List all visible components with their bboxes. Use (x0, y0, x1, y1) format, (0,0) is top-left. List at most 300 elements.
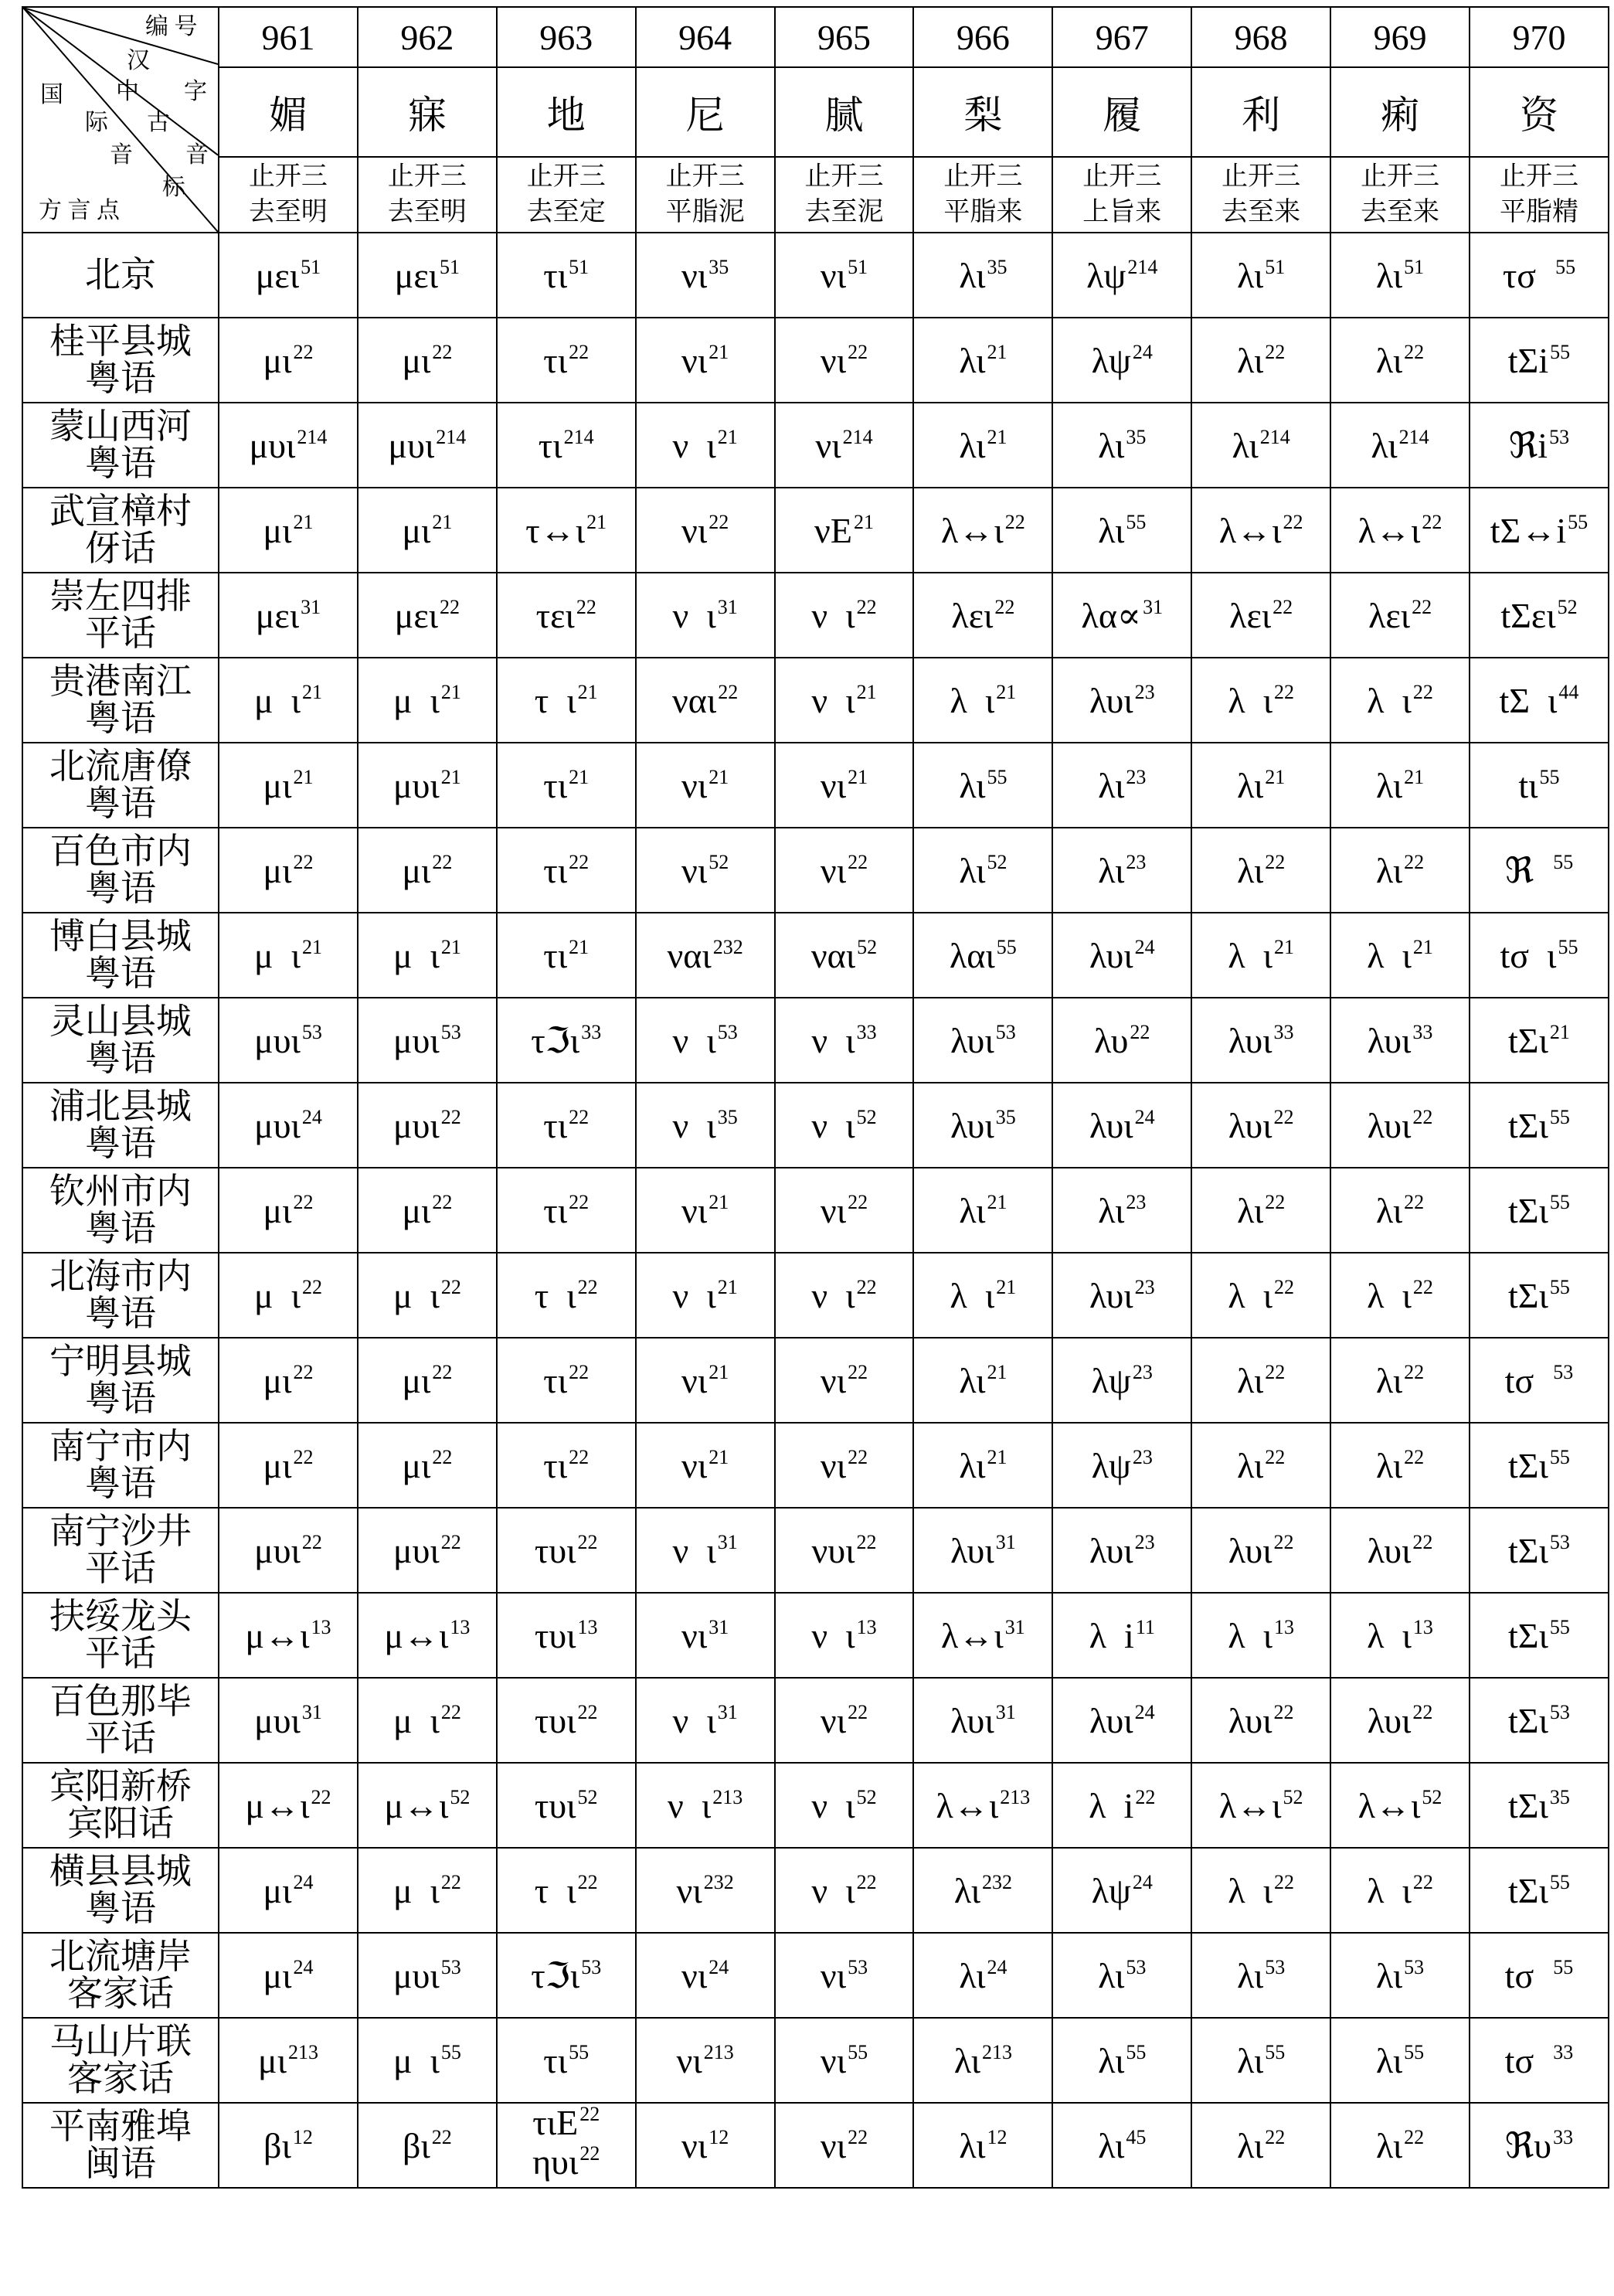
reading (1508, 1616, 1570, 1655)
reading-tone: 35 (717, 1105, 738, 1128)
reading (1508, 1021, 1570, 1060)
dialect-group: 粤语 (85, 1124, 156, 1163)
reading (393, 1106, 461, 1145)
pronunciation-cell (497, 1338, 636, 1423)
pronunciation-cell (219, 403, 358, 488)
reading-tone: 55 (1539, 765, 1560, 788)
reading (498, 2142, 635, 2185)
pronunciation-cell (636, 1253, 775, 1338)
pronunciation-cell (1191, 2103, 1330, 2188)
reading-base: ν ι (672, 1105, 716, 1145)
table-row (22, 1933, 1609, 2018)
pronunciation-cell (1470, 403, 1609, 488)
pronunciation-cell (1052, 1593, 1191, 1678)
reading-base: tσ (1504, 1955, 1552, 1995)
reading-tone: 52 (856, 1105, 877, 1128)
table-row (22, 913, 1609, 998)
reading (811, 1276, 876, 1315)
dialect-location (22, 1933, 219, 2018)
pronunciation-cell (775, 1423, 914, 1508)
reading (950, 1106, 1016, 1145)
reading-tone: 13 (1274, 1615, 1295, 1638)
col-character: 寐 (358, 67, 497, 157)
location-name: 蒙山西河 (49, 406, 192, 446)
label-biao: 标 (162, 175, 185, 200)
reading (1086, 256, 1157, 295)
reading (681, 256, 729, 295)
reading-base: λι (953, 2040, 980, 2080)
reading (254, 1531, 322, 1570)
col-character: 梨 (913, 67, 1052, 157)
reading-tone: 52 (856, 1785, 877, 1808)
pronunciation-cell (497, 1848, 636, 1933)
reading-tone: 22 (293, 340, 314, 363)
reading-base: μει (394, 255, 439, 295)
reading-tone: 31 (717, 1700, 738, 1723)
reading-tone: 21 (717, 425, 738, 448)
label-yin2: 音 (185, 142, 209, 168)
reading (245, 1786, 331, 1825)
reading (1098, 2126, 1146, 2165)
pronunciation-cell (1052, 1508, 1191, 1593)
pronunciation-cell (1191, 1253, 1330, 1338)
reading (950, 1276, 1017, 1315)
reading-base: λι (1237, 1190, 1264, 1230)
reading (388, 426, 466, 465)
pronunciation-cell (497, 1168, 636, 1253)
reading (681, 1446, 729, 1485)
reading (256, 256, 321, 295)
reading (821, 1191, 868, 1230)
reading-base: tΣi (1507, 340, 1549, 380)
pronunciation-cell (1330, 2103, 1470, 2188)
reading (681, 511, 729, 550)
pronunciation-cell (1330, 2018, 1470, 2103)
pronunciation-cell (636, 1848, 775, 1933)
reading (263, 1446, 313, 1485)
reading-tone: 31 (1143, 596, 1164, 618)
reading-tone: 213 (703, 2040, 734, 2063)
reading-base: μ ι (253, 935, 301, 975)
reading-base: λ ι (1228, 1615, 1273, 1655)
reading-base: λι (1376, 1955, 1403, 1995)
reading-base: μυι (254, 1530, 301, 1570)
mc-line2: 去至来 (1222, 198, 1301, 226)
reading-base: μι (263, 510, 292, 550)
reading-tone: 214 (1398, 425, 1429, 448)
reading-tone: 22 (1273, 595, 1293, 618)
dialect-group: 粤语 (85, 699, 156, 738)
reading-tone: 213 (981, 2040, 1012, 2063)
reading-tone: 52 (577, 1785, 598, 1808)
dialect-location (22, 1678, 219, 1763)
reading-base: μ ι (253, 1275, 301, 1315)
pronunciation-cell (1470, 1508, 1609, 1593)
reading (393, 1871, 461, 1910)
reading-tone: 51 (440, 255, 460, 278)
pronunciation-cell (775, 658, 914, 743)
reading-tone: 22 (577, 1700, 598, 1723)
reading-base: ν ι (672, 1020, 716, 1060)
reading-base: λ ι (1367, 680, 1412, 720)
reading-tone: 22 (293, 1360, 314, 1383)
pronunciation-cell (358, 658, 497, 743)
reading-tone: 22 (432, 340, 453, 363)
reading (1368, 596, 1432, 635)
pronunciation-cell (219, 318, 358, 403)
pronunciation-cell (1052, 1763, 1191, 1848)
pronunciation-cell (497, 1763, 636, 1848)
col-character: 痢 (1330, 67, 1470, 157)
pronunciation-cell (1470, 1848, 1609, 1933)
reading-base: λι (1376, 2040, 1403, 2080)
reading-base: μι (263, 1445, 292, 1485)
pronunciation-cell (636, 1508, 775, 1593)
reading-base: tι (1518, 765, 1538, 805)
pronunciation-cell (636, 743, 775, 828)
pronunciation-cell (219, 828, 358, 913)
location-name: 北流塘岸 (49, 1937, 192, 1976)
reading-tone: 53 (1553, 1360, 1574, 1383)
reading-base: νι (820, 1955, 847, 1995)
reading-base: μι (402, 340, 431, 380)
location-name: 桂平县城 (49, 321, 192, 361)
reading-tone: 22 (1404, 340, 1425, 363)
pronunciation-cell (775, 1593, 914, 1678)
reading (263, 1191, 313, 1230)
reading (543, 341, 589, 380)
reading (402, 1191, 452, 1230)
reading-base: λι (1237, 850, 1264, 890)
reading (393, 1021, 461, 1060)
reading-tone: 24 (987, 1955, 1007, 1978)
reading-base: ν ι (811, 1020, 855, 1060)
pronunciation-cell (1470, 1168, 1609, 1253)
reading-base: νι (681, 765, 708, 805)
reading-base: τ ι (534, 1275, 576, 1315)
reading-tone: 21 (987, 1190, 1007, 1213)
reading-tone: 214 (563, 425, 594, 448)
reading-tone: 22 (440, 1275, 461, 1298)
reading-tone: 22 (293, 850, 314, 873)
col-number: 963 (497, 7, 636, 67)
table-row (22, 1763, 1609, 1848)
reading (959, 766, 1007, 805)
dialect-group: 客家话 (67, 1974, 174, 2013)
pronunciation-cell (1191, 913, 1330, 998)
reading-base: λαι (950, 935, 995, 975)
reading-tone: 214 (1259, 425, 1290, 448)
reading-base: νι (681, 510, 708, 550)
pronunciation-cell (497, 403, 636, 488)
label-fangyandian: 方 言 点 (39, 198, 120, 223)
reading-base: μ ι (253, 680, 301, 720)
reading (1367, 1871, 1433, 1910)
reading (1237, 256, 1285, 295)
pronunciation-cell (358, 573, 497, 658)
pronunciation-cell (1330, 1423, 1470, 1508)
pronunciation-cell (219, 1508, 358, 1593)
reading-base: μυι (392, 1955, 440, 1995)
reading-tone: 21 (708, 1445, 729, 1468)
reading-tone: 24 (1134, 1700, 1155, 1723)
reading (959, 1956, 1007, 1995)
reading (1089, 1786, 1155, 1825)
reading (950, 681, 1017, 720)
pronunciation-cell (636, 1933, 775, 2018)
reading (811, 936, 877, 975)
reading-base: μ ι (392, 1700, 440, 1740)
reading-tone: 21 (848, 765, 868, 788)
reading-base: νι (820, 2125, 847, 2165)
pronunciation-cell (219, 913, 358, 998)
reading-tone: 53 (1549, 426, 1570, 448)
reading-tone: 21 (987, 425, 1007, 448)
dialect-group: 粤语 (85, 784, 156, 823)
pronunciation-cell (1330, 233, 1470, 318)
reading-tone: 22 (1404, 1445, 1425, 1468)
reading (959, 1446, 1007, 1485)
reading (1508, 1276, 1570, 1315)
pronunciation-cell (1330, 1168, 1470, 1253)
reading-tone: 22 (1404, 2125, 1425, 2148)
reading-tone: 21 (1412, 935, 1433, 958)
pronunciation-cell (497, 2103, 636, 2188)
reading (536, 596, 596, 635)
reading-tone: 12 (987, 2125, 1007, 2148)
reading (681, 1956, 729, 1995)
mc-line1: 止开三 (1222, 162, 1301, 191)
location-name: 博白县城 (49, 917, 192, 956)
reading (681, 1191, 729, 1230)
reading (1518, 766, 1559, 805)
reading (1376, 851, 1424, 890)
reading-base: λι (1237, 2125, 1264, 2165)
reading-base: λι (1376, 2125, 1403, 2165)
reading-base: νυι (811, 1530, 855, 1570)
pronunciation-cell (358, 318, 497, 403)
reading (1503, 256, 1575, 295)
reading-base: ν ι (811, 1870, 855, 1910)
reading-tone: 21 (1549, 1020, 1570, 1043)
reading (959, 851, 1007, 890)
pronunciation-cell (636, 1083, 775, 1168)
reading-tone: 21 (996, 680, 1017, 703)
reading (1237, 1446, 1285, 1485)
reading-tone: 21 (440, 765, 461, 788)
pronunciation-cell (358, 1253, 497, 1338)
reading (811, 1106, 876, 1145)
reading-tone: 214 (842, 425, 873, 448)
dialect-group: 粤语 (85, 954, 156, 993)
reading (950, 1701, 1016, 1740)
reading-tone: 22 (1404, 1360, 1425, 1383)
reading-base: μ↔ι (245, 1615, 310, 1655)
reading-base: νι (681, 1955, 708, 1995)
mc-line1: 止开三 (526, 162, 606, 191)
reading (1237, 2041, 1285, 2080)
reading (811, 1871, 876, 1910)
pronunciation-cell (1470, 1338, 1609, 1423)
reading-base: λυι (1367, 1530, 1412, 1570)
pronunciation-cell (1052, 318, 1191, 403)
pronunciation-cell (1191, 828, 1330, 913)
pronunciation-cell (1052, 403, 1191, 488)
dialect-location (22, 658, 219, 743)
reading (1228, 1531, 1294, 1570)
pronunciation-cell (497, 998, 636, 1083)
reading (959, 426, 1007, 465)
reading-base: μ ι (392, 935, 440, 975)
reading (263, 341, 313, 380)
reading-base: λ i (1089, 1785, 1134, 1825)
reading-base: μυι (254, 1020, 301, 1060)
reading-tone: 35 (987, 255, 1007, 278)
reading-tone: 21 (301, 680, 322, 703)
pronunciation-cell (497, 233, 636, 318)
pronunciation-cell (1191, 998, 1330, 1083)
table-row (22, 573, 1609, 658)
reading (1082, 596, 1164, 635)
reading-tone: 21 (987, 1445, 1007, 1468)
pronunciation-cell (1191, 1508, 1330, 1593)
reading-base: λ↔ι (1357, 510, 1421, 550)
pronunciation-cell (1191, 1848, 1330, 1933)
dialect-location (22, 2103, 219, 2188)
pronunciation-cell (1191, 318, 1330, 403)
reading-base: μυι (392, 1530, 440, 1570)
reading-base: βι (402, 2125, 430, 2165)
reading-tone: 21 (1274, 935, 1295, 958)
reading (525, 511, 607, 550)
reading (1505, 2126, 1573, 2165)
reading (1368, 1021, 1433, 1060)
reading (1219, 1786, 1303, 1825)
reading (1508, 1531, 1570, 1570)
col-number: 961 (219, 7, 358, 67)
pronunciation-cell (1330, 1933, 1470, 2018)
reading-tone: 55 (1558, 935, 1578, 958)
reading-tone: 55 (1553, 1955, 1574, 1978)
reading (959, 341, 1007, 380)
reading-tone: 33 (1273, 1020, 1294, 1043)
reading-base: νι (820, 765, 847, 805)
reading-base: ναι (667, 935, 712, 975)
reading-base: λ↔ι (1218, 1785, 1282, 1825)
pronunciation-cell (913, 233, 1052, 318)
reading-tone: 12 (708, 2125, 729, 2148)
location-name: 宁明县城 (49, 1342, 192, 1381)
reading-tone: 22 (569, 1190, 590, 1213)
reading (263, 1361, 313, 1400)
pronunciation-cell (358, 1508, 497, 1593)
pronunciation-cell (219, 1763, 358, 1848)
reading-tone: 23 (1126, 850, 1147, 873)
reading-tone: 33 (1553, 2040, 1574, 2063)
reading (1237, 851, 1285, 890)
reading-tone: 23 (1126, 765, 1147, 788)
reading-base: τυι (534, 1530, 576, 1570)
reading-tone: 53 (1549, 1700, 1570, 1723)
reading-tone: 22 (856, 1530, 877, 1553)
reading (393, 2041, 461, 2080)
pronunciation-cell (358, 1763, 497, 1848)
reading-tone: 52 (857, 935, 878, 958)
dialect-location (22, 233, 219, 318)
reading-tone: 51 (848, 255, 868, 278)
reading-base: νι (820, 340, 847, 380)
reading-base: λυι (1089, 935, 1133, 975)
reading-base: τει (535, 595, 575, 635)
reading (254, 681, 322, 720)
pronunciation-cell (1470, 1593, 1609, 1678)
label-gu: 古 (147, 110, 170, 135)
reading-base: tΣ ι (1499, 680, 1558, 720)
reading-base: tΣι (1507, 1020, 1548, 1060)
reading-tone: 53 (1404, 1955, 1425, 1978)
reading-base: λ ι (1228, 935, 1273, 975)
reading (535, 1786, 598, 1825)
reading (1368, 1106, 1433, 1145)
reading-tone: 24 (1134, 1105, 1155, 1128)
reading-tone: 214 (436, 425, 467, 448)
col-number: 969 (1330, 7, 1470, 67)
reading (1376, 1956, 1424, 1995)
reading (1505, 2041, 1574, 2080)
reading (1376, 766, 1424, 805)
reading (821, 256, 868, 295)
reading (941, 511, 1025, 550)
pronunciation-cell (219, 658, 358, 743)
reading-tone: 55 (987, 765, 1007, 788)
reading-tone: 22 (1412, 1700, 1433, 1723)
pronunciation-cell (1470, 488, 1609, 573)
reading-base: μυι (388, 425, 435, 465)
pronunciation-cell (1470, 658, 1609, 743)
col-middle-chinese (1330, 157, 1470, 233)
reading-base: τυι (534, 1785, 576, 1825)
reading-tone: 55 (1549, 1870, 1570, 1893)
reading-base: ν ι (672, 1530, 716, 1570)
reading (1089, 1276, 1155, 1315)
reading (1094, 1021, 1150, 1060)
reading-tone: 55 (1126, 2040, 1147, 2063)
reading-tone: 22 (569, 1360, 590, 1383)
pronunciation-cell (1191, 1593, 1330, 1678)
pronunciation-cell (358, 2103, 497, 2188)
reading-base: νι (820, 1445, 847, 1485)
reading (1376, 2126, 1424, 2165)
location-name: 百色那毕 (49, 1682, 192, 1721)
pronunciation-cell (358, 913, 497, 998)
reading (263, 1871, 313, 1910)
reading-tone: 22 (577, 1870, 598, 1893)
pronunciation-cell (636, 403, 775, 488)
reading (1089, 681, 1155, 720)
reading-tone: 53 (1265, 1955, 1286, 1978)
pronunciation-cell (775, 1083, 914, 1168)
reading (811, 596, 876, 635)
pronunciation-cell (1191, 1083, 1330, 1168)
reading (951, 596, 1014, 635)
pronunciation-cell (636, 998, 775, 1083)
reading-base: tΣι (1507, 1615, 1548, 1655)
pronunciation-cell (219, 1083, 358, 1168)
pronunciation-cell (1470, 1423, 1609, 1508)
reading-base: νι (820, 255, 847, 295)
reading (1508, 1446, 1570, 1485)
dialect-table (22, 6, 1609, 2189)
